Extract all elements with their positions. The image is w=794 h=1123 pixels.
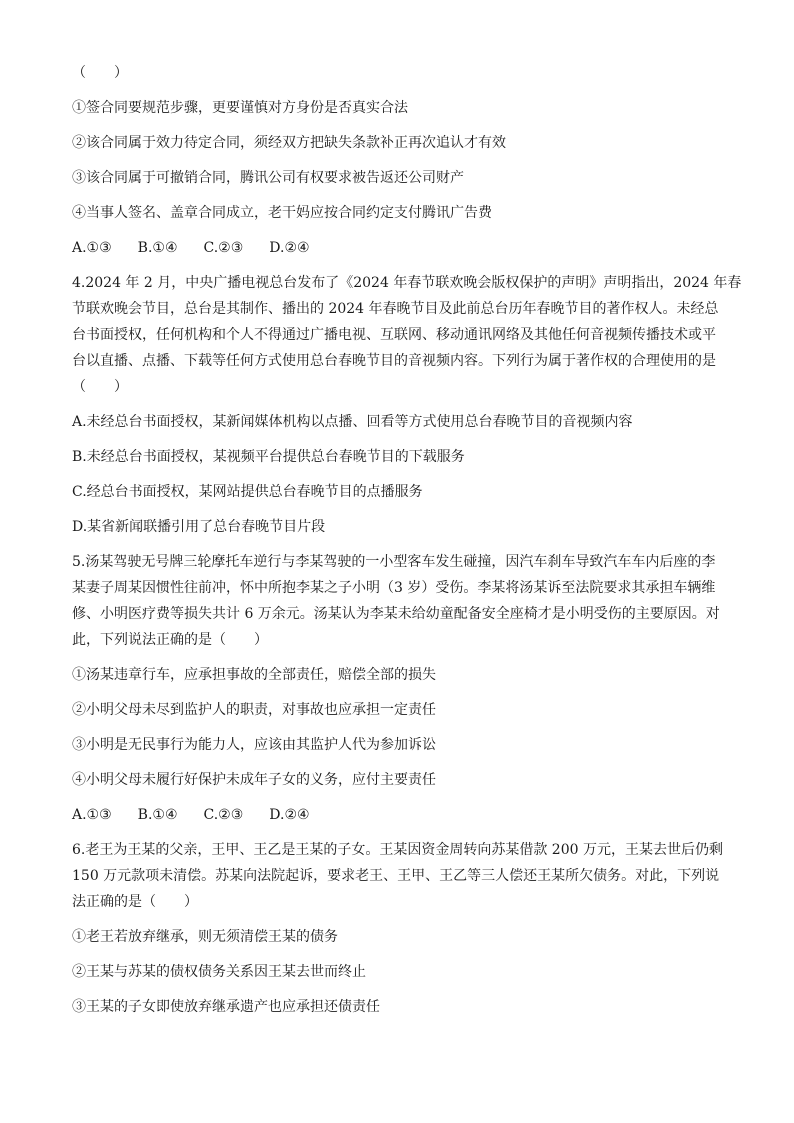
question-4-stem	[72, 270, 742, 400]
option-b: B.①④	[137, 807, 178, 823]
option-b: B.①④	[137, 240, 178, 256]
question-5-stem	[72, 549, 722, 653]
stem-line: 4.2024 年 2 月，中央广播电视总台发布了《2024 年春节联欢晚会版权保护的声明》声明指出，2024 年春	[72, 275, 742, 291]
statement-3: ③小明是无民事行为能力人，应该由其监护人代为参加诉讼	[72, 737, 436, 753]
statement-2: ②王某与苏某的债权债务关系因王某去世而终止	[72, 964, 366, 980]
question-6-stem	[72, 837, 722, 915]
option-a: A.①③	[72, 240, 112, 256]
stem-line: （ ）	[72, 379, 128, 395]
option-c: C.②③	[203, 240, 244, 256]
statement-3: ③该合同属于可撤销合同，腾讯公司有权要求被告返还公司财产	[72, 170, 464, 186]
stem-line: 此，下列说法正确的是（ ）	[72, 632, 268, 648]
question-5	[72, 549, 722, 828]
stem-line: 150 万元款项未清偿。苏某向法院起诉，要求老王、王甲、王乙等三人偿还王某所欠债务。对此，下列说	[72, 868, 720, 884]
answer-options	[72, 235, 722, 261]
stem-line: 台以直播、点播、下载等任何方式使用总台春晚节目的音视频内容。下列行为属于著作权的合理使用的是	[72, 353, 716, 369]
option-d: D.②④	[269, 807, 310, 823]
document-page	[72, 60, 742, 1020]
statement-1: ①老王若放弃继承，则无须清偿王某的债务	[72, 929, 338, 945]
statement-1: ①签合同要规范步骤，更要谨慎对方身份是否真实合法	[72, 100, 408, 116]
stem-line: 修、小明医疗费等损失共计 6 万余元。汤某认为李某未给幼童配备安全座椅才是小明受伤的主要原因。对	[72, 606, 720, 622]
question-3-tail	[72, 60, 722, 261]
stem-line: 5.汤某驾驶无号牌三轮摩托车逆行与李某驾驶的一小型客车发生碰撞，因汽车刹车导致汽车车内后座的李	[72, 554, 716, 570]
statement-4: ④小明父母未履行好保护未成年子女的义务，应付主要责任	[72, 772, 436, 788]
option-d: D.②④	[269, 240, 310, 256]
question-3-paren: （ ）	[72, 65, 128, 81]
stem-line: 某妻子周某因惯性往前冲，怀中所抱李某之子小明（3 岁）受伤。李某将汤某诉至法院要求其承担车辆维	[72, 580, 716, 596]
question-6	[72, 837, 722, 1020]
statement-2: ②小明父母未尽到监护人的职责，对事故也应承担一定责任	[72, 702, 436, 718]
stem-line: 台书面授权，任何机构和个人不得通过广播电视、互联网、移动通讯网络及其他任何音视频传播技术或平	[72, 327, 716, 343]
statement-2: ②该合同属于效力待定合同，须经双方把缺失条款补正再次追认才有效	[72, 135, 506, 151]
stem-line: 法正确的是（ ）	[72, 894, 198, 910]
option-d: D.某省新闻联播引用了总台春晚节目片段	[72, 519, 326, 535]
option-a: A.①③	[72, 807, 112, 823]
statement-1: ①汤某违章行车，应承担事故的全部责任，赔偿全部的损失	[72, 667, 436, 683]
stem-line: 节联欢晚会节目，总台是其制作、播出的 2024 年春晚节目及此前总台历年春晚节目的著作权人。未经总	[72, 301, 719, 317]
statement-3: ③王某的子女即使放弃继承遗产也应承担还债责任	[72, 999, 380, 1015]
option-c: C.经总台书面授权，某网站提供总台春晚节目的点播服务	[72, 484, 423, 500]
answer-options	[72, 802, 722, 828]
statement-4: ④当事人签名、盖章合同成立，老干妈应按合同约定支付腾讯广告费	[72, 205, 492, 221]
stem-line: 6.老王为王某的父亲，王甲、王乙是王某的子女。王某因资金周转向苏某借款 200 万元，王某去世后仍剩	[72, 842, 723, 858]
option-b: B.未经总台书面授权，某视频平台提供总台春晚节目的下载服务	[72, 449, 465, 465]
question-4	[72, 270, 742, 540]
option-c: C.②③	[203, 807, 244, 823]
option-a: A.未经总台书面授权，某新闻媒体机构以点播、回看等方式使用总台春晚节目的音视频内容	[72, 414, 633, 430]
